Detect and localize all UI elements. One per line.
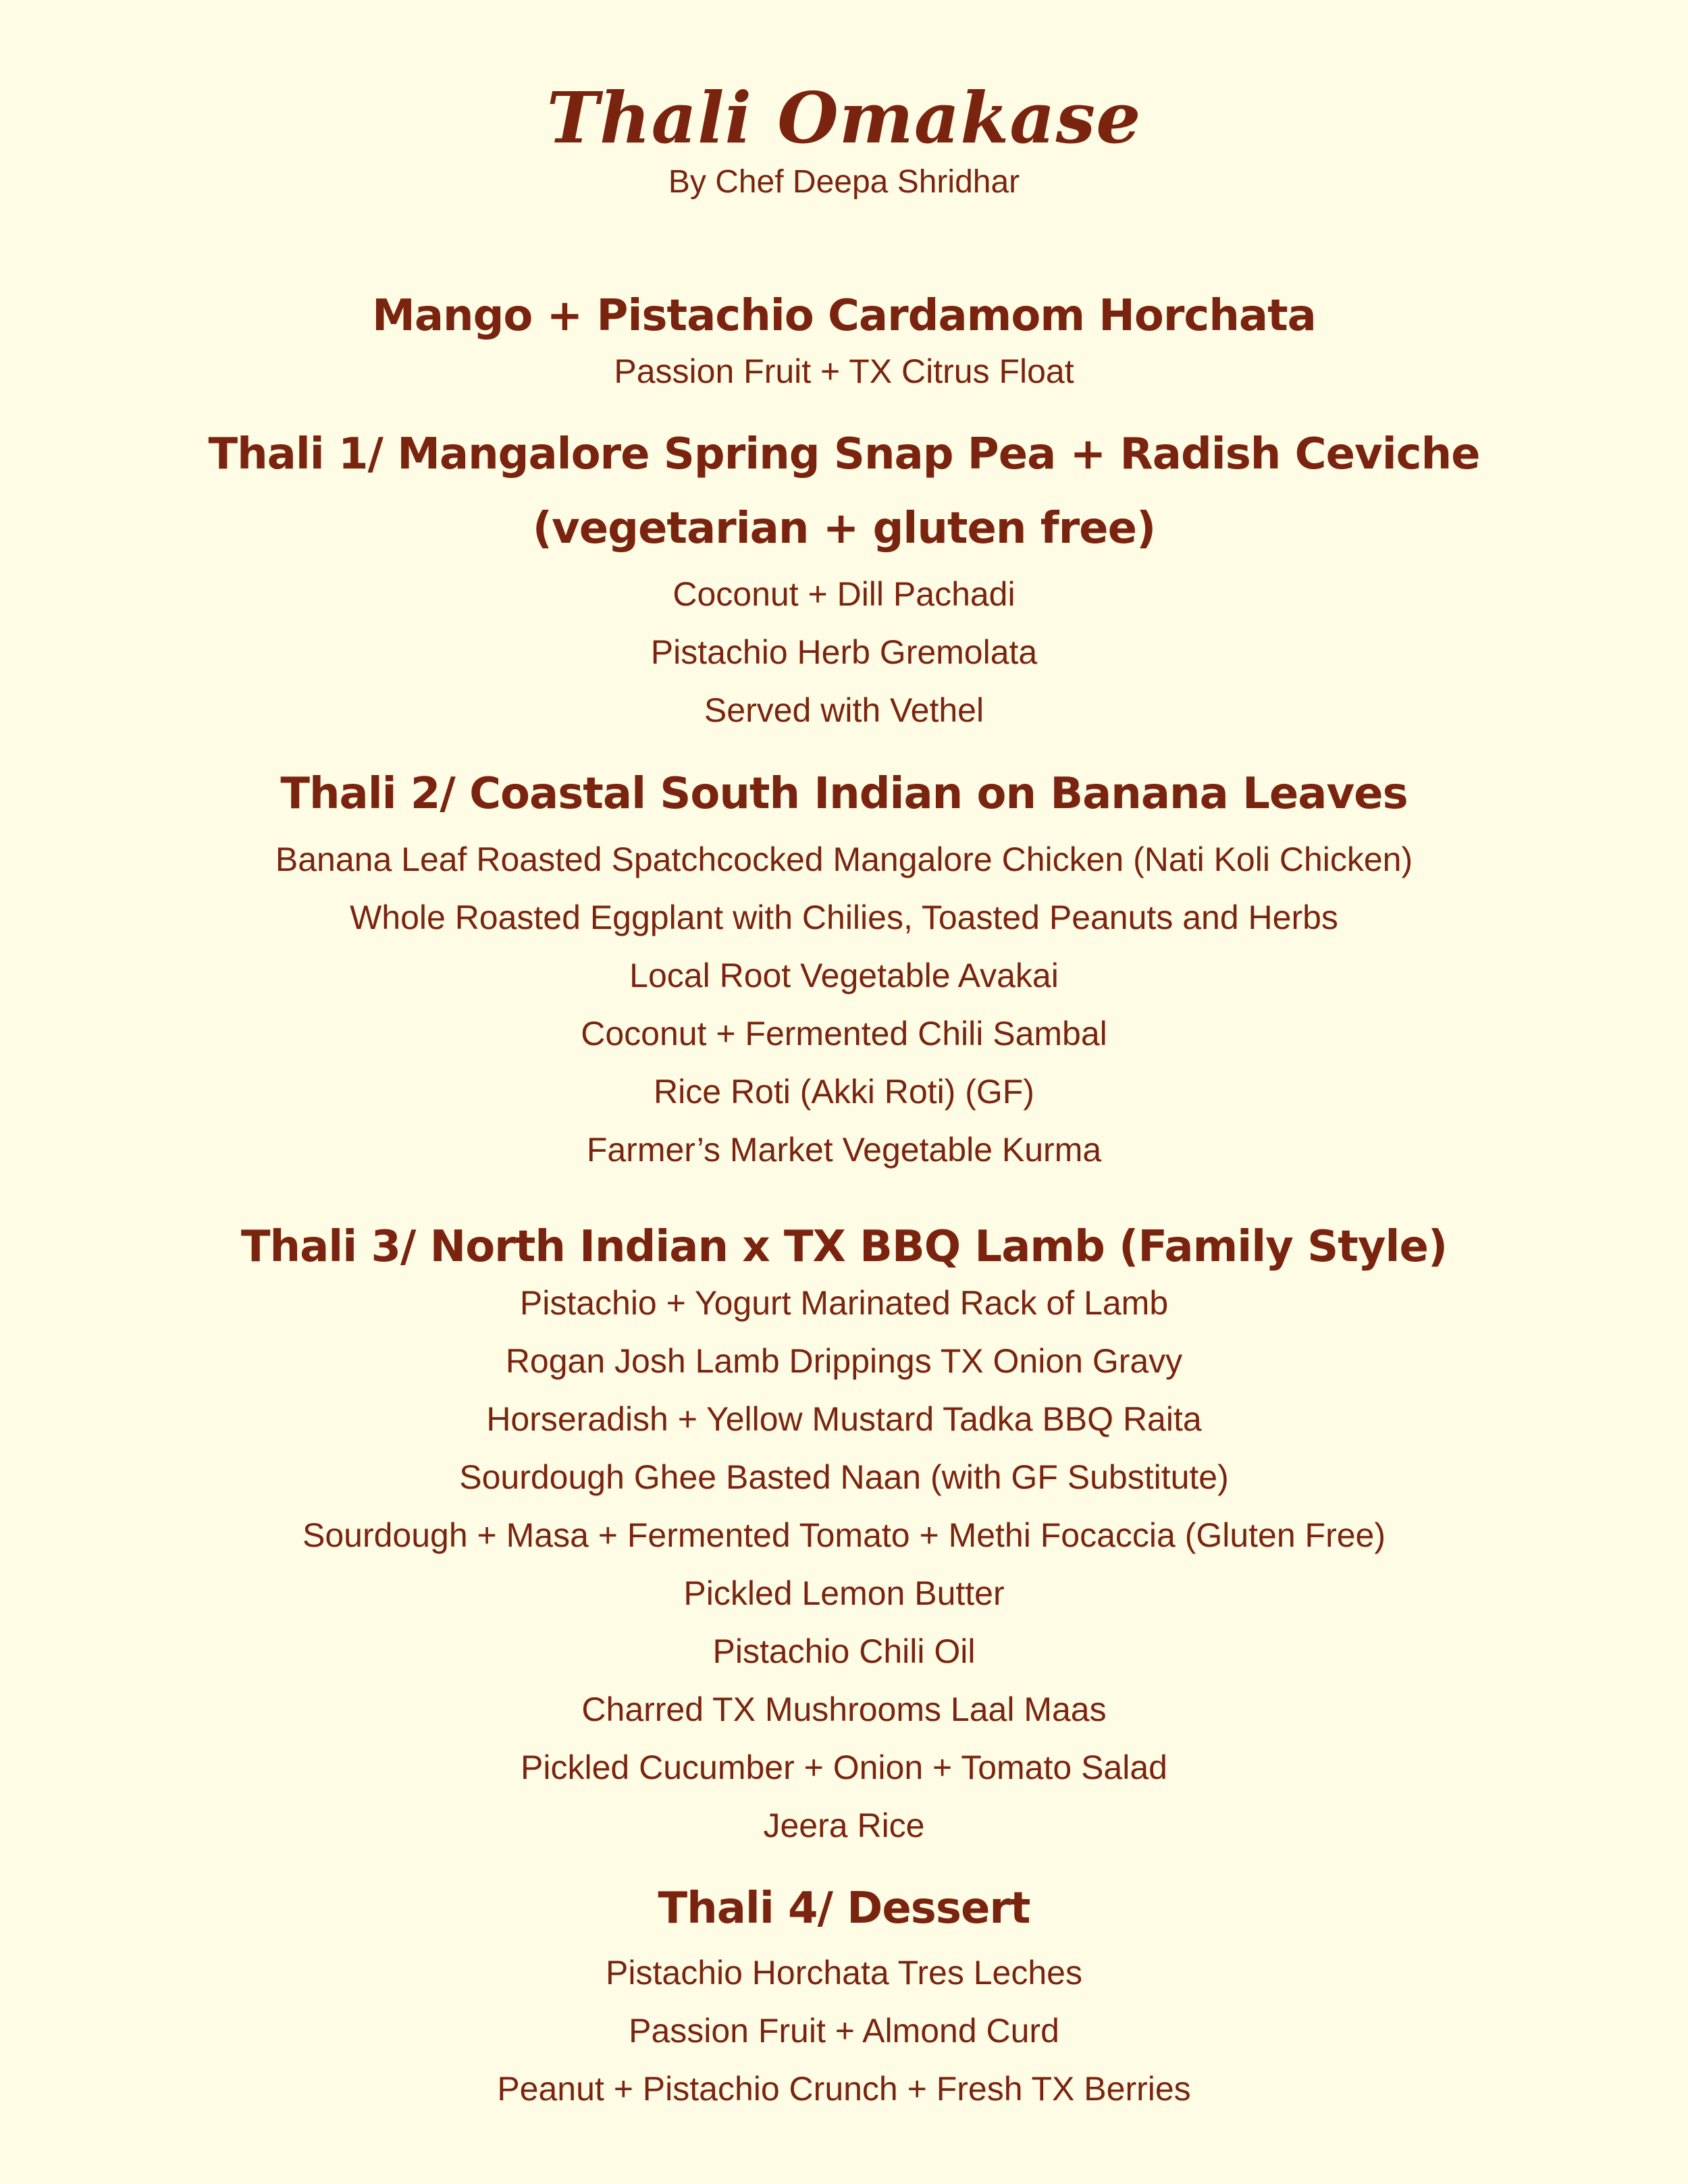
menu-item: Pistachio Herb Gremolata [650, 633, 1038, 671]
menu-item: Passion Fruit + TX Citrus Float [614, 352, 1074, 390]
menu-item: Peanut + Pistachio Crunch + Fresh TX Berries [497, 2070, 1191, 2108]
menu-item: Coconut + Fermented Chili Sambal [581, 1015, 1107, 1053]
menu-item: Horseradish + Yellow Mustard Tadka BBQ Raita [486, 1400, 1202, 1438]
menu-item: Pickled Cucumber + Onion + Tomato Salad [521, 1749, 1167, 1786]
menu-item: Pistachio Chili Oil [712, 1632, 976, 1670]
menu-item: Pistachio Horchata Tres Leches [606, 1954, 1082, 1992]
section-heading-thali-1: Thali 1/ Mangalore Spring Snap Pea + Radish Ceviche [208, 429, 1480, 479]
section-heading-thali-2: Thali 2/ Coastal South Indian on Banana Leaves [280, 769, 1408, 819]
menu-item: Sourdough Ghee Basted Naan (with GF Substitute) [459, 1458, 1229, 1496]
menu-item: Served with Vethel [704, 691, 984, 729]
section-heading-thali-3: Thali 3/ North Indian x TX BBQ Lamb (Family Style) [240, 1222, 1448, 1272]
chef-byline: By Chef Deepa Shridhar [668, 164, 1020, 200]
menu-item: Pickled Lemon Butter [683, 1574, 1005, 1612]
menu-item: Rice Roti (Akki Roti) (GF) [654, 1073, 1034, 1111]
menu-item: Passion Fruit + Almond Curd [629, 2012, 1059, 2050]
menu-item: Local Root Vegetable Avakai [629, 957, 1059, 994]
section-heading-thali-4: Thali 4/ Dessert [658, 1884, 1030, 1934]
menu-item: Rogan Josh Lamb Drippings TX Onion Gravy [505, 1342, 1183, 1380]
menu-title: Thali Omakase [546, 76, 1142, 159]
menu-item: Sourdough + Masa + Fermented Tomato + Methi Focaccia (Gluten Free) [302, 1516, 1386, 1554]
menu-item: Banana Leaf Roasted Spatchcocked Mangalore Chicken (Nati Koli Chicken) [275, 841, 1413, 878]
menu-item: Farmer’s Market Vegetable Kurma [586, 1131, 1102, 1169]
menu-item: Charred TX Mushrooms Laal Maas [581, 1690, 1107, 1728]
menu-item: Whole Roasted Eggplant with Chilies, Toasted Peanuts and Herbs [350, 899, 1338, 936]
menu-item: Coconut + Dill Pachadi [672, 575, 1016, 613]
section-heading-drink: Mango + Pistachio Cardamom Horchata [372, 291, 1316, 341]
menu-item: Pistachio + Yogurt Marinated Rack of Lamb [519, 1284, 1169, 1322]
menu-item: Jeera Rice [763, 1807, 925, 1844]
section-heading-thali-1-note: (vegetarian + gluten free) [532, 504, 1156, 554]
